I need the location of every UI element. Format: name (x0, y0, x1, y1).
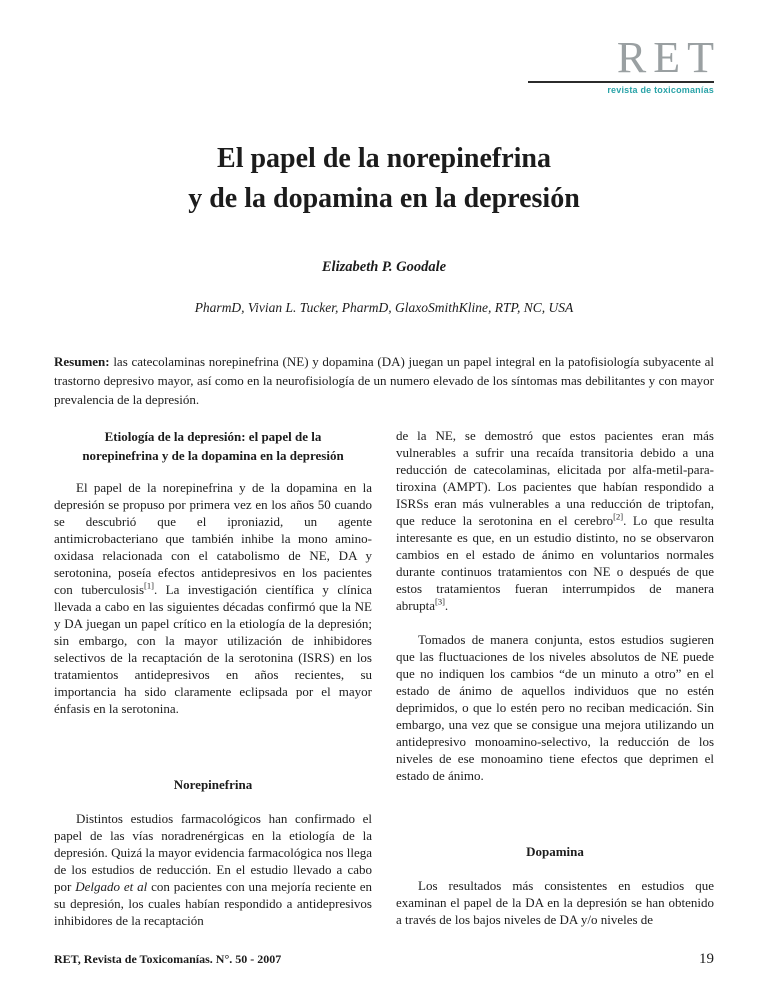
ret-logo: RET (616, 33, 721, 82)
footer-journal-info: RET, Revista de Toxicomanías. N°. 50 - 2007 (54, 952, 282, 966)
section-heading-norepinefrina: Norepinefrina (173, 777, 253, 792)
paragraph-text: . Lo que resulta interesante es que, en un estudio distinto, no se observaron cambios en el estado de ánimo en voluntarios normales durante continuos tratamientos con NE o después de que estos tratamientos fueran interrumpidos de manera abrupta (396, 513, 714, 613)
paragraph-text: . (444, 598, 449, 613)
abstract-paragraph (54, 352, 714, 409)
paragraph-text: Distintos estudios farmacológicos han confirmado el papel de las vías noradrenérgicas en la etiología de la depresión. Quizá la mayor evidencia farmacológica nos llega de los estudios de reducción. En el estudio llevado a cabo por (54, 811, 372, 894)
journal-tagline: revista de toxicomanías (607, 85, 714, 95)
title-line-2: y de la dopamina en la depresión (188, 183, 580, 214)
author-name: Elizabeth P. Goodale (321, 259, 447, 275)
paragraph-norepinefrina-continued (396, 427, 714, 614)
left-column (54, 427, 372, 929)
paragraph-norepinefrina (54, 810, 372, 929)
right-column (396, 427, 714, 929)
reference-marker-3: [3] (434, 596, 445, 607)
abstract-text: las catecolaminas norepinefrina (NE) y dopamina (DA) juegan un papel integral en la patofisiología subyacente al trastorno depresivo mayor, así como en la neurofisiología de un numero elevado de los síntomas mas debilitantes y con mayor prevalencia de la depresión. (54, 354, 714, 407)
title-line-1: El papel de la norepinefrina (217, 143, 551, 174)
author-affiliation: PharmD, Vivian L. Tucker, PharmD, GlaxoSmithKline, RTP, NC, USA (194, 300, 574, 315)
paragraph-etiologia (54, 479, 372, 717)
paragraph-text: de la NE, se demostró que estos pacientes eran más vulnerables a sufrir una recaída transitoria debido a una reducción de catecolaminas, elicitada por alfa-metil-para-tiroxina (AMPT). Los pacientes que habían respondido a ISRSs eran más vulnerables a una reducción de triptofan, que reduce la serotonina en el cerebro (396, 428, 714, 528)
abstract-label: Resumen: (54, 354, 110, 369)
study-author-citation: Delgado et al (75, 879, 148, 894)
reference-marker-2: [2] (613, 511, 624, 522)
two-column-body (54, 427, 714, 929)
paragraph-conclusion-ne: Tomados de manera conjunta, estos estudios sugieren que las fluctuaciones de los niveles absolutos de NE puede que no indiquen los cambios “de un minuto a otro” en el estado de ánimo de aquellos individuos que no estén deprimidos, o que lo estén pero no reciban medicación. Sin embargo, una vez que se consigue una mejora utilizando un antidepresivo monoamino-selectivo, la reducción de los niveles de ese monoamino tiene efectos que deprimen el estado de ánimo. (396, 632, 714, 783)
article-title (54, 139, 714, 219)
paragraph-text: . La investigación científica y clínica llevada a cabo en las siguientes décadas confirmó que la NE y DA juegan un papel crítico en la etiología de la depresión; sin embargo, con la mayor utilización de inhibidores selectivos de la recaptación de la serotonina (ISRS) en los tratamientos antidepresivos en años recientes, su importancia ha sido claramente eclipsada por el mayor énfasis en la serotonina. (54, 582, 373, 716)
section-heading-etiologia: Etiología de la depresión: el papel de la norepinefrina y de la dopamina en la depresión (82, 429, 344, 463)
page-number: 19 (699, 951, 714, 967)
paragraph-text: El papel de la norepinefrina y de la dopamina en la depresión se propuso por primera vez en los años 50 cuando se descubrió que el iproniazid, un agente antimicrobacteriano que también inhibe la mono amino-oxidasa relacionada con el catabolismo de NE, DA y serotonina, poseía efectos antidepresivos en los pacientes con tuberculosis (54, 480, 372, 597)
journal-masthead (528, 33, 721, 95)
section-heading-dopamina: Dopamina (526, 844, 584, 859)
page-footer (54, 951, 714, 968)
paragraph-text: con pacientes con una mejoría reciente en su depresión, los cuales habían respondido a antidepresivos inhibidores de la recaptación (54, 879, 373, 928)
paragraph-dopamina: Los resultados más consistentes en estudios que examinan el papel de la DA en la depresión se han obtenido a través de los bajos niveles de DA y/o niveles de (396, 878, 714, 927)
reference-marker-1: [1] (144, 580, 154, 591)
